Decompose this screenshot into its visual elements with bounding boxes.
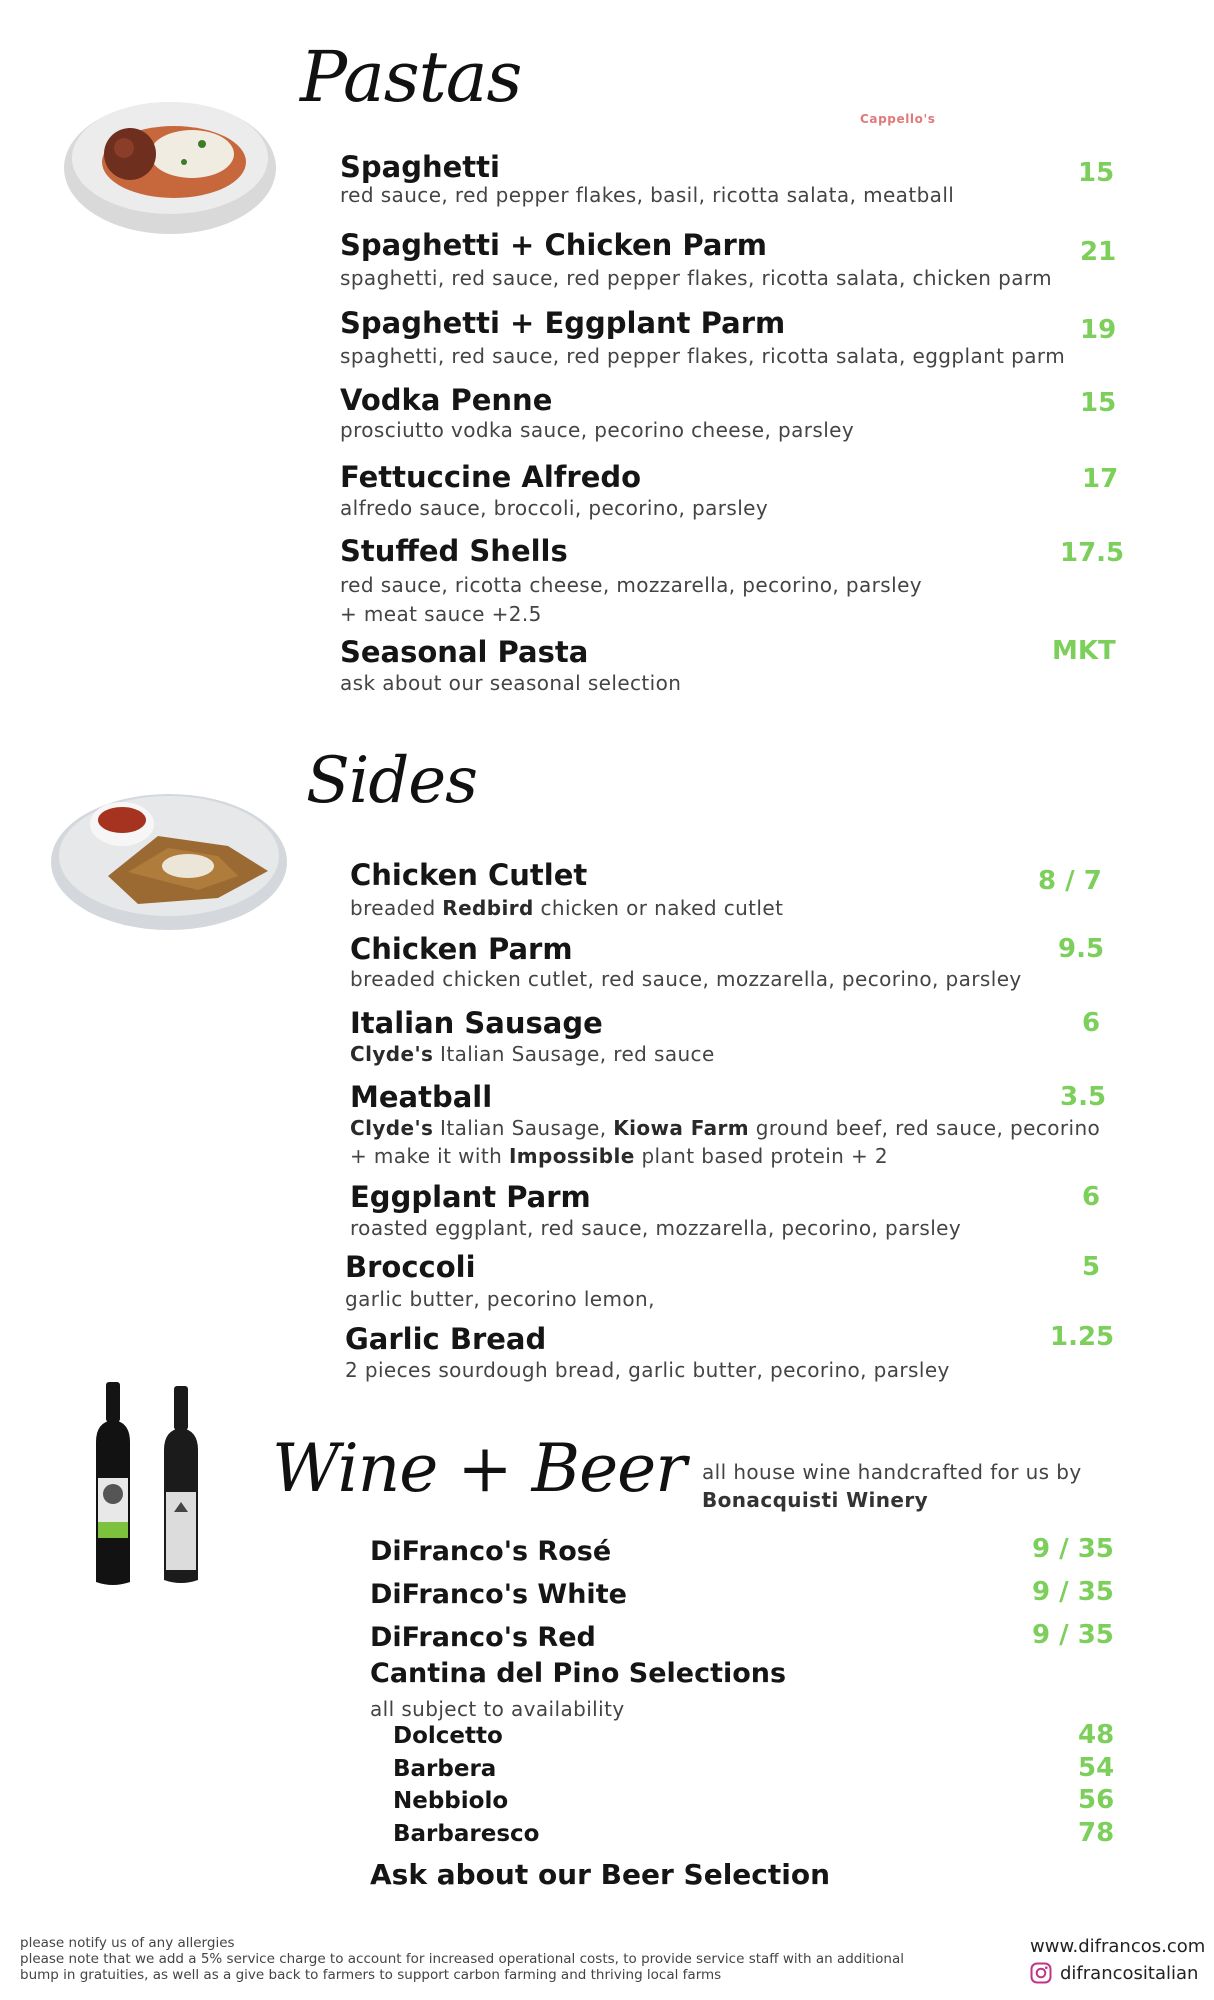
item-name: Broccoli	[345, 1250, 476, 1284]
item-price: 6	[1082, 1008, 1101, 1038]
item-desc-part: ground beef, red sauce, pecorino	[748, 1116, 1101, 1140]
item-price: MKT	[1052, 636, 1116, 666]
brand-label: Cappello's	[860, 112, 936, 126]
cantina-item-price: 54	[1078, 1753, 1115, 1783]
cantina-item-name: Barbaresco	[393, 1821, 540, 1847]
item-desc: ask about our seasonal selection	[340, 671, 682, 695]
item-price: 9 / 35	[1032, 1620, 1114, 1650]
item-name: Chicken Parm	[350, 932, 573, 966]
cantina-item-name: Barbera	[393, 1756, 497, 1782]
item-desc-addon: + meat sauce +2.5	[340, 602, 542, 626]
item-name: Garlic Bread	[345, 1322, 547, 1356]
item-name: Eggplant Parm	[350, 1180, 591, 1214]
item-price: 17	[1082, 464, 1119, 494]
item-price: 9 / 35	[1032, 1577, 1114, 1607]
item-desc-part: chicken or naked cutlet	[533, 896, 784, 920]
item-name: Seasonal Pasta	[340, 635, 589, 669]
cantina-title: Cantina del Pino Selections	[370, 1658, 787, 1689]
item-name: Vodka Penne	[340, 383, 553, 417]
item-desc: 2 pieces sourdough bread, garlic butter, pecorino, parsley	[345, 1358, 950, 1382]
item-desc: roasted eggplant, red sauce, mozzarella, pecorino, parsley	[350, 1216, 962, 1240]
item-desc-part: + make it with	[350, 1144, 509, 1168]
item-name: DiFranco's Red	[370, 1622, 596, 1653]
cantina-item-price: 78	[1078, 1818, 1115, 1848]
item-name: Spaghetti	[340, 150, 500, 184]
item-price: 8 / 7	[1038, 866, 1102, 896]
item-price: 19	[1080, 315, 1117, 345]
item-price: 1.25	[1050, 1322, 1115, 1352]
farm-name: Clyde's	[350, 1042, 434, 1066]
website-link[interactable]: www.difrancos.com	[1030, 1936, 1206, 1957]
cantina-item-name: Nebbiolo	[393, 1788, 509, 1814]
wine-beer-heading: Wine + Beer	[272, 1430, 686, 1507]
item-desc: red sauce, ricotta cheese, mozzarella, pecorino, parsley	[340, 573, 923, 597]
house-wine-note-text: all house wine handcrafted for us by	[702, 1460, 1082, 1484]
item-price: 9 / 35	[1032, 1534, 1114, 1564]
item-name: DiFranco's White	[370, 1579, 627, 1610]
farm-name: Clyde's	[350, 1116, 434, 1140]
instagram-icon	[1030, 1962, 1052, 1984]
wine-bottles-image	[90, 1382, 220, 1592]
item-desc: red sauce, red pepper flakes, basil, ricotta salata, meatball	[340, 183, 955, 207]
item-desc	[350, 1116, 1100, 1140]
item-desc-part: Italian Sausage,	[433, 1116, 614, 1140]
item-desc: breaded chicken cutlet, red sauce, mozzarella, pecorino, parsley	[350, 967, 1022, 991]
service-charge-note: please note that we add a 5% service charge to account for increased operational costs, to provide service staff with an additional	[20, 1951, 904, 1967]
item-desc-part: breaded	[350, 896, 443, 920]
item-price: 6	[1082, 1182, 1101, 1212]
pasta-bowl-image	[62, 88, 282, 242]
item-desc: alfredo sauce, broccoli, pecorino, parsley	[340, 496, 769, 520]
item-desc: garlic butter, pecorino lemon,	[345, 1287, 655, 1311]
instagram-handle[interactable]	[1030, 1962, 1198, 1984]
brand-name: Impossible	[508, 1144, 635, 1168]
item-name: Spaghetti + Chicken Parm	[340, 228, 767, 262]
item-desc: spaghetti, red sauce, red pepper flakes, ricotta salata, eggplant parm	[340, 344, 1066, 368]
allergy-note: please notify us of any allergies	[20, 1935, 235, 1951]
item-desc	[350, 896, 783, 920]
cantina-item-price: 48	[1078, 1720, 1115, 1750]
beer-selection: Ask about our Beer Selection	[370, 1858, 831, 1891]
pastas-heading: Pastas	[300, 36, 522, 118]
item-name: Chicken Cutlet	[350, 858, 588, 892]
instagram-handle-text: difrancositalian	[1060, 1962, 1199, 1984]
item-name: Spaghetti + Eggplant Parm	[340, 306, 786, 340]
farm-name: Redbird	[442, 896, 534, 920]
item-price: 15	[1080, 388, 1117, 418]
winery-name: Bonacquisti Winery	[702, 1488, 929, 1512]
item-price: 5	[1082, 1252, 1101, 1282]
item-price: 9.5	[1058, 934, 1105, 964]
item-name: DiFranco's Rosé	[370, 1536, 612, 1567]
item-desc-part: plant based protein + 2	[634, 1144, 889, 1168]
cantina-item-price: 56	[1078, 1785, 1115, 1815]
item-name: Italian Sausage	[350, 1006, 603, 1040]
item-price: 3.5	[1060, 1082, 1107, 1112]
item-desc	[350, 1042, 715, 1066]
cantina-item-name: Dolcetto	[393, 1723, 503, 1749]
item-desc: prosciutto vodka sauce, pecorino cheese, parsley	[340, 418, 855, 442]
item-name: Fettuccine Alfredo	[340, 460, 642, 494]
sides-heading: Sides	[306, 744, 477, 818]
cantina-desc: all subject to availability	[370, 1697, 625, 1721]
item-name: Stuffed Shells	[340, 534, 568, 568]
service-charge-note-cont: bump in gratuities, as well as a give back to farmers to support carbon farming and thriving local farms	[20, 1967, 722, 1983]
item-desc-addon	[350, 1144, 888, 1168]
item-price: 21	[1080, 237, 1117, 267]
item-price: 15	[1078, 158, 1115, 188]
item-desc: spaghetti, red sauce, red pepper flakes, ricotta salata, chicken parm	[340, 266, 1053, 290]
item-price: 17.5	[1060, 538, 1125, 568]
item-name: Meatball	[350, 1080, 493, 1114]
item-desc-part: Italian Sausage, red sauce	[433, 1042, 715, 1066]
chicken-cutlet-plate-image	[48, 786, 290, 938]
farm-name: Kiowa Farm	[613, 1116, 749, 1140]
